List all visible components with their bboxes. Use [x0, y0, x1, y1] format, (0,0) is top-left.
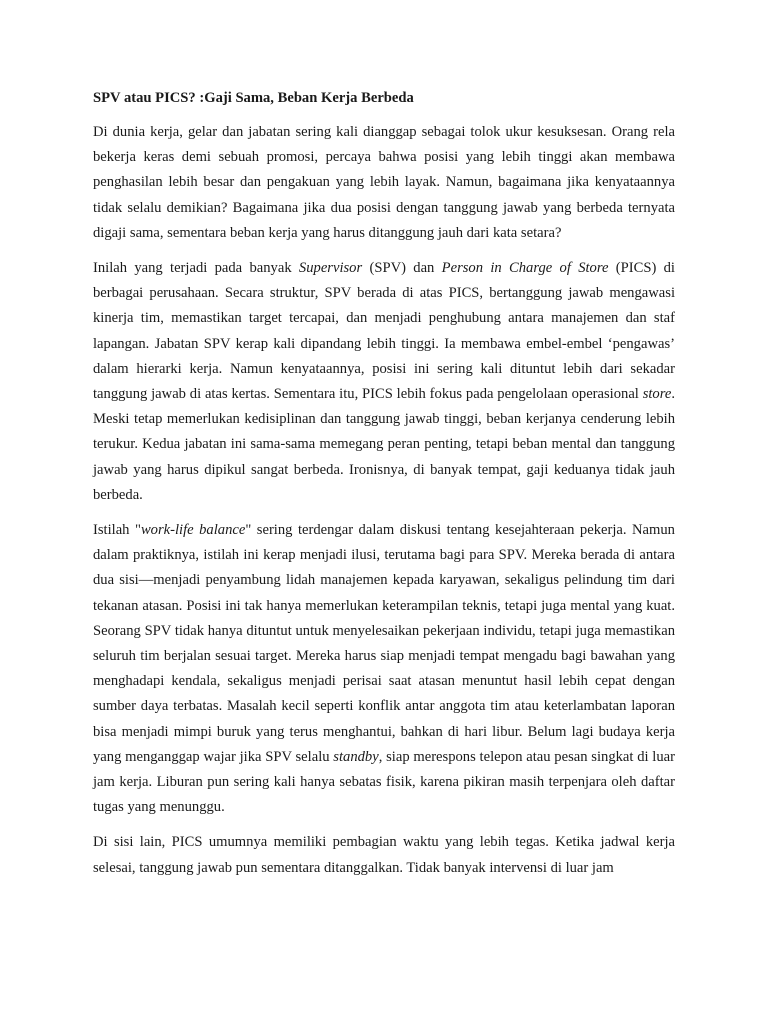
text-run: Inilah yang terjadi pada banyak: [93, 260, 299, 277]
document-body: [93, 86, 675, 891]
document-title: SPV atau PICS? :Gaji Sama, Beban Kerja Berbeda: [93, 90, 414, 106]
italic-term-person-in-charge: Person in Charge of Store: [441, 260, 609, 277]
text-run: (SPV) dan: [362, 260, 442, 277]
italic-term-standby: standby: [333, 748, 379, 765]
paragraph-intro: Di dunia kerja, gelar dan jabatan sering kali dianggap sebagai tolok ukur kesuksesan. Orang rela bekerja keras demi sebuah promosi, percaya bahwa posisi yang lebih tinggi akan membawa penghasilan lebih besar dan pengakuan yang lebih layak. Namun, bagaimana jika kenyataannya tidak selalu demikian? Bagaimana jika dua posisi dengan tanggung jawab yang berbeda ternyata digaji sama, sementara beban kerja yang harus ditanggung jauh dari kata setara?: [93, 124, 675, 241]
text-run: " sering terdengar dalam diskusi tentang kesejahteraan pekerja. Namun dalam praktiknya, istilah ini kerap menjadi ilusi, terutama bagi para SPV. Mereka berada di antara dua sisi—menjadi penyambung lidah manajemen kepada karyawan, sekaligus pelindung tim dari tekanan atasan. Posisi ini tak hanya memerlukan keterampilan teknis, tetapi juga mental yang kuat. Seorang SPV tidak hanya dituntut untuk menyelesaikan pekerjaan individu, tetapi juga memastikan seluruh tim berjalan sesuai target. Mereka harus siap menjadi tempat mengadu bagi bawahan yang menghadapi kendala, sekaligus menjadi perisai saat atasan menuntut hasil lebih cepat dengan sumber daya terbatas. Masalah kecil seperti konflik antar anggota tim atau keterlambatan laporan bisa menjadi mimpi buruk yang terus menghantui, bahkan di hari libur. Belum lagi budaya kerja yang menganggap wajar jika SPV selalu: [93, 522, 675, 765]
italic-term-supervisor: Supervisor: [298, 260, 363, 277]
text-run: , siap merespons telepon atau pesan singkat di luar jam kerja. Liburan pun sering kali hanya sebatas fisik, karena pikiran masih terpenjara oleh daftar tugas yang menunggu.: [93, 748, 675, 816]
text-run: Istilah ": [93, 522, 141, 539]
italic-term-store: store: [642, 386, 672, 403]
paragraph-pics-side: Di sisi lain, PICS umumnya memiliki pembagian waktu yang lebih tegas. Ketika jadwal kerja selesai, tanggung jawab pun sementara ditanggalkan. Tidak banyak intervensi di luar jam: [93, 834, 675, 876]
text-run: (PICS) di berbagai perusahaan. Secara struktur, SPV berada di atas PICS, bertanggung jawab mengawasi kinerja tim, memastikan target tercapai, dan menjadi penghubung antara manajemen dan staf lapangan. Jabatan SPV kerap kali dipandang lebih tinggi. Ia membawa embel-embel ‘pengawas’ dalam hierarki kerja. Namun kenyataannya, posisi ini sering kali dituntut lebih dari sekadar tanggung jawab di atas kertas. Sementara itu, PICS lebih fokus pada pengelolaan operasional: [93, 260, 675, 403]
paragraph-spv-pics: [93, 256, 675, 508]
italic-term-work-life-balance: work-life balance: [140, 522, 246, 539]
text-run: . Meski tetap memerlukan kedisiplinan dan tanggung jawab tinggi, beban kerjanya cenderung lebih terukur. Kedua jabatan ini sama-sama memegang peran penting, tetapi beban mental dan tanggung jawab yang harus dipikul sangat berbeda. Ironisnya, di banyak tempat, gaji keduanya tidak jauh berbeda.: [93, 386, 675, 503]
paragraph-work-life-balance: [93, 518, 675, 820]
